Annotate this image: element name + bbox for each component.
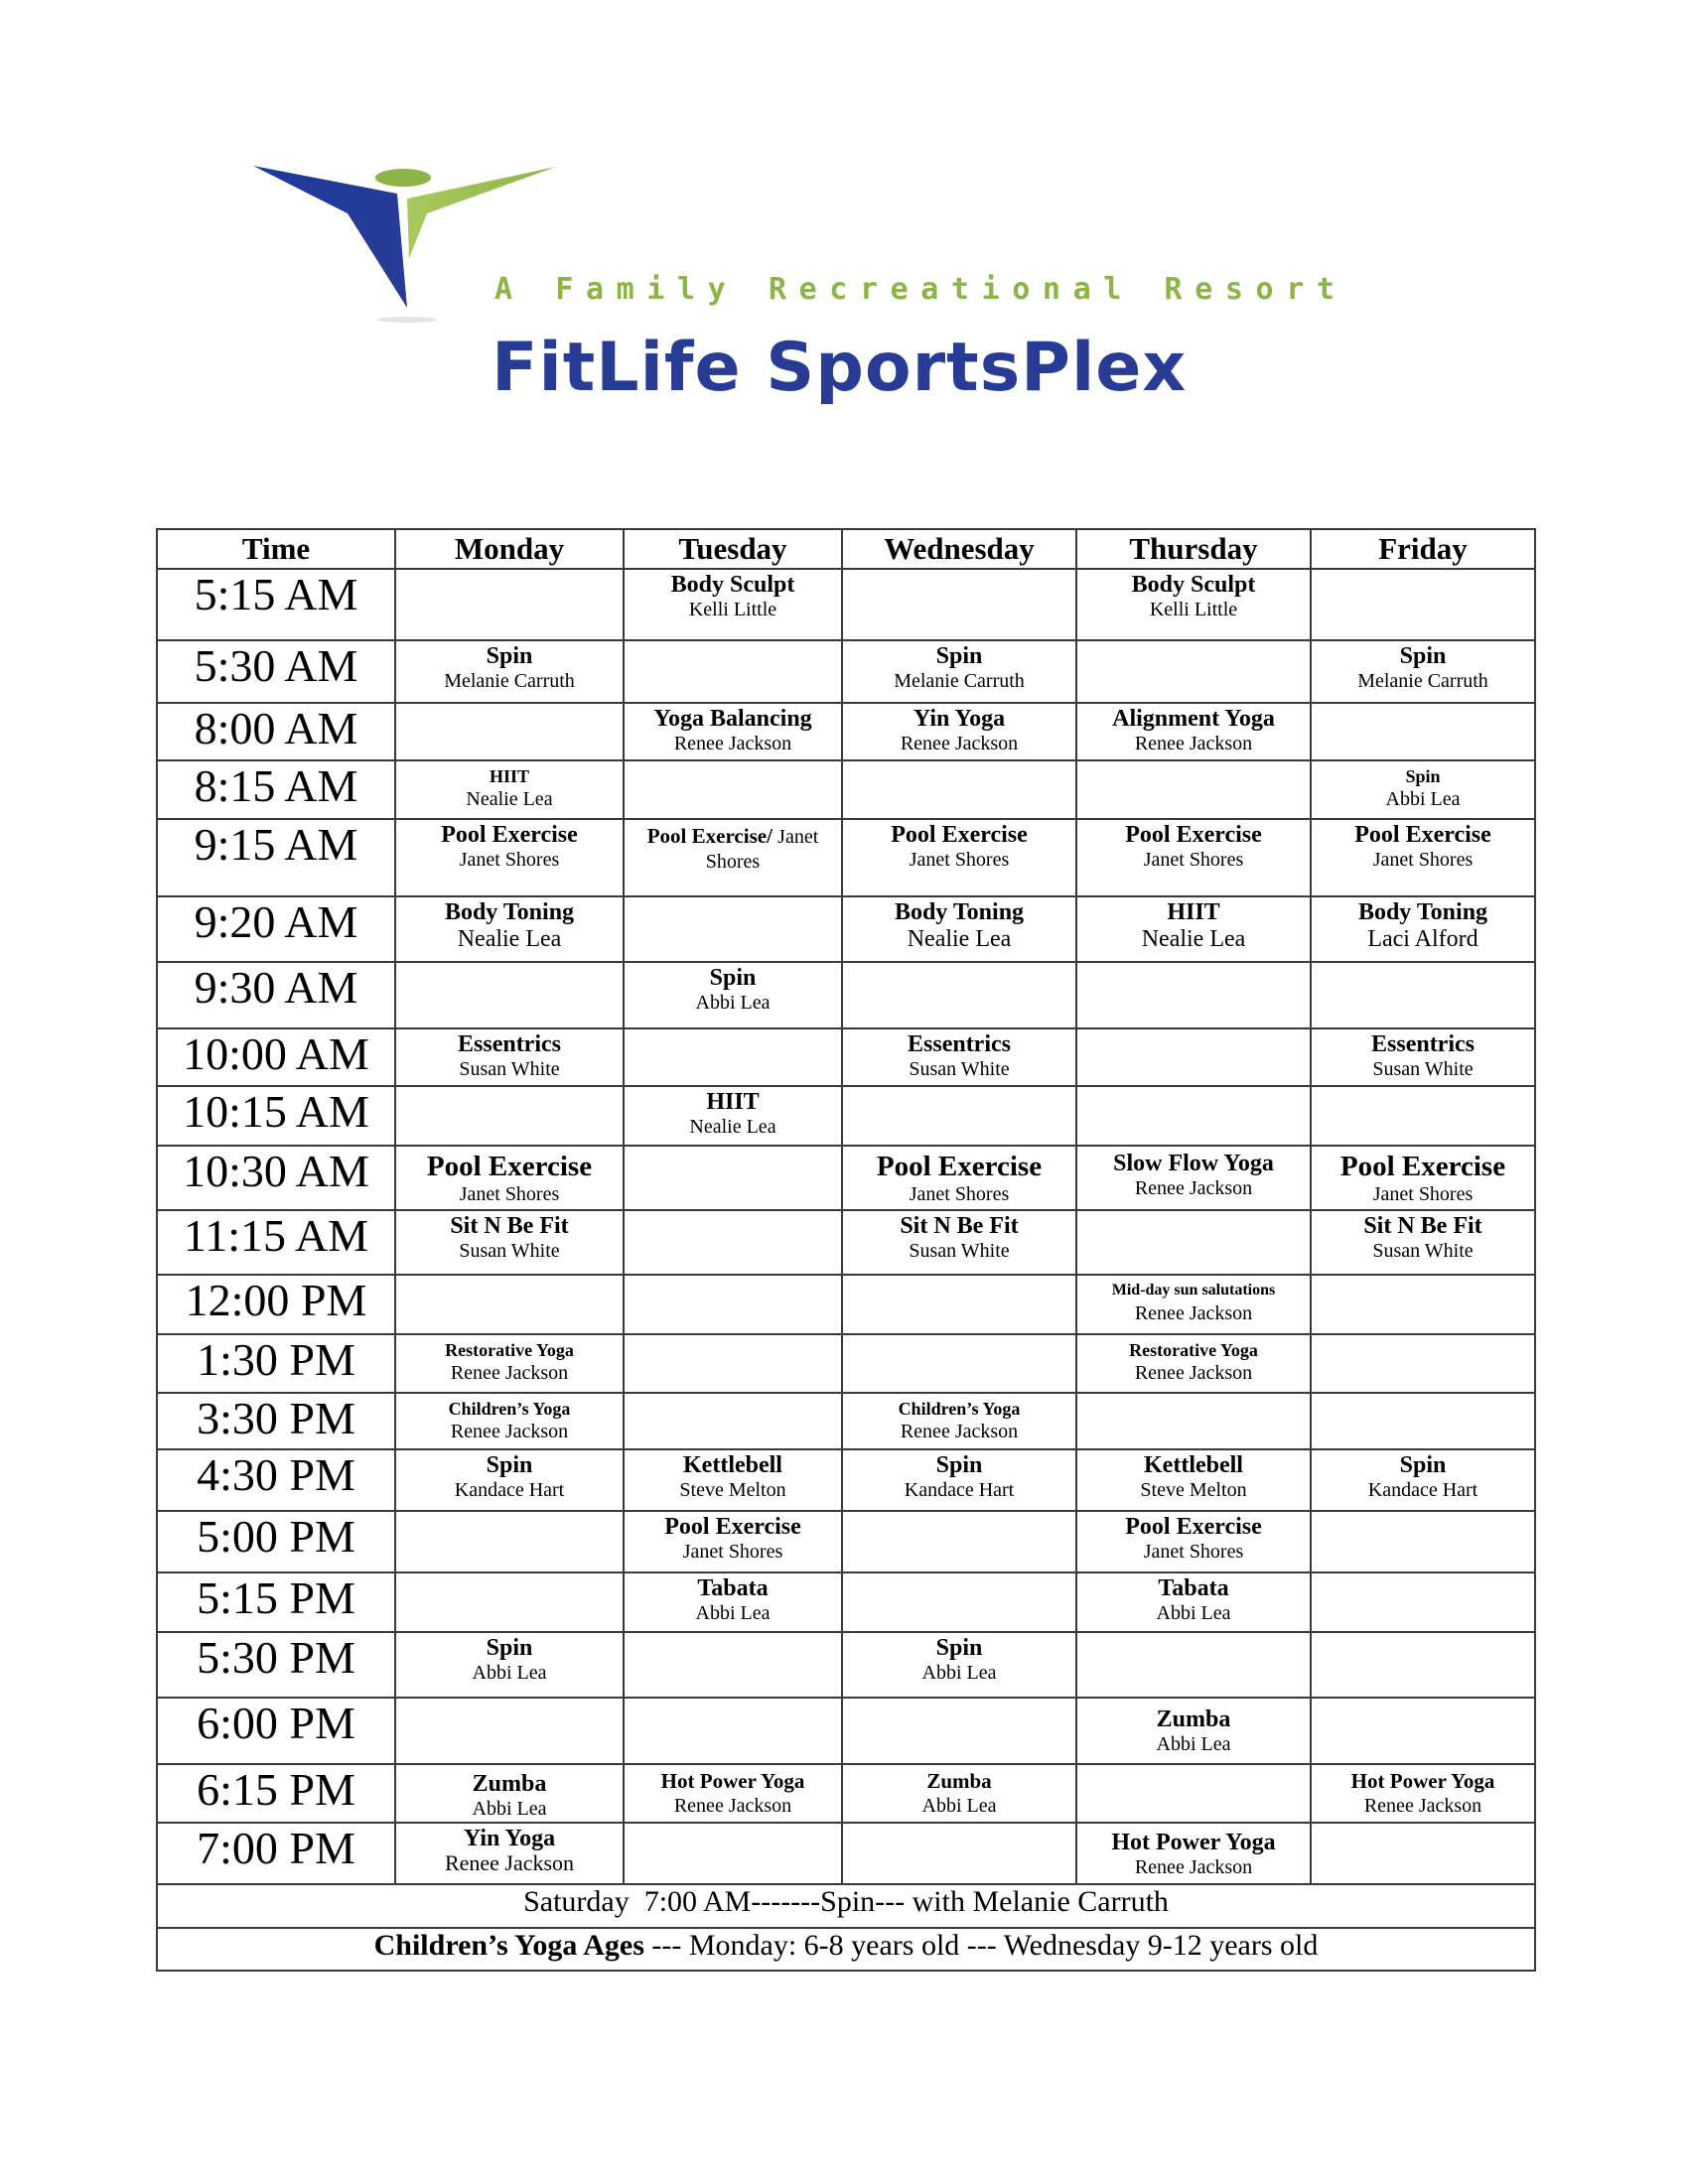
instructor-name: Susan White: [1372, 1058, 1474, 1080]
class-cell: [395, 1632, 624, 1698]
class-name: Body Sculpt: [1131, 572, 1256, 598]
class-cell-empty: [624, 1632, 842, 1698]
instructor-name: Susan White: [1372, 1240, 1474, 1262]
class-cell-empty: [395, 703, 624, 760]
class-cell-empty: [842, 1823, 1076, 1884]
class-cell: [842, 819, 1076, 896]
instructor-name: Janet Shores: [909, 849, 1010, 871]
class-cell-empty: [842, 1511, 1076, 1572]
instructor-name: Nealie Lea: [907, 926, 1012, 952]
class-name: Spin: [709, 965, 757, 991]
table-row: [157, 1823, 1535, 1884]
class-cell: [1076, 896, 1311, 962]
class-name: Spin: [935, 1452, 983, 1478]
instructor-name: Janet Shores: [1143, 849, 1244, 871]
class-cell-empty: [1076, 1632, 1311, 1698]
class-cell-empty: [1311, 1511, 1535, 1572]
time-cell: 5:15 PM: [157, 1572, 395, 1632]
class-name: Restorative Yoga: [1129, 1340, 1258, 1360]
class-cell: [395, 640, 624, 703]
class-cell: [395, 1393, 624, 1449]
class-cell: [1076, 1698, 1311, 1764]
time-cell: 10:30 AM: [157, 1146, 395, 1210]
table-row: [157, 962, 1535, 1028]
class-name: HIIT: [489, 766, 530, 786]
childrens-yoga-ages-text: --- Monday: 6-8 years old --- Wednesday 9-12 years old: [643, 1929, 1319, 1962]
class-name: Sit N Be Fit: [1363, 1213, 1482, 1239]
class-name: Pool Exercise: [664, 1514, 801, 1540]
class-name: Pool Exercise: [1354, 822, 1491, 848]
childrens-yoga-ages: [157, 1928, 1535, 1971]
instructor-name: Renee Jackson: [1134, 1856, 1253, 1878]
instructor-name: Abbi Lea: [921, 1662, 997, 1684]
class-cell-empty: [624, 1334, 842, 1393]
class-name: Mid-day sun salutations: [1111, 1282, 1276, 1298]
class-name: Body Sculpt: [670, 572, 795, 598]
time-cell: 6:15 PM: [157, 1764, 395, 1823]
instructor-name: Janet Shores: [1372, 849, 1474, 871]
childrens-yoga-ages-row: [157, 1928, 1535, 1971]
header-friday: Friday: [1311, 529, 1535, 569]
class-cell-empty: [624, 1146, 842, 1210]
class-name: Kettlebell: [1144, 1452, 1243, 1478]
class-name: Body Toning: [1357, 899, 1488, 925]
table-row: [157, 1028, 1535, 1086]
instructor-name: Abbi Lea: [695, 1602, 771, 1624]
time-cell: 7:00 PM: [157, 1823, 395, 1884]
instructor-name: Renee Jackson: [450, 1362, 569, 1384]
class-cell-empty: [395, 569, 624, 640]
class-cell-empty: [1311, 703, 1535, 760]
class-cell-empty: [1311, 1086, 1535, 1146]
class-cell: [395, 1823, 624, 1884]
class-name: Pool Exercise: [1339, 1151, 1506, 1182]
time-cell: 9:20 AM: [157, 896, 395, 962]
class-cell: [395, 1764, 624, 1823]
class-cell-empty: [1076, 1028, 1311, 1086]
time-cell: 11:15 AM: [157, 1210, 395, 1275]
header-row: [157, 529, 1535, 569]
instructor-name: Renee Jackson: [673, 733, 792, 754]
table-row: [157, 1210, 1535, 1275]
instructor-name: Abbi Lea: [1385, 788, 1461, 810]
instructor-name: Renee Jackson: [900, 733, 1019, 754]
class-name: Zumba: [1156, 1706, 1231, 1732]
instructor-name: Abbi Lea: [921, 1795, 997, 1817]
class-cell-empty: [395, 1572, 624, 1632]
class-cell: [842, 640, 1076, 703]
class-name: Pool Exercise: [891, 822, 1028, 848]
class-name: Slow Flow Yoga: [1113, 1151, 1274, 1176]
time-cell: 5:30 PM: [157, 1632, 395, 1698]
table-row: [157, 703, 1535, 760]
instructor-name: Nealie Lea: [689, 1116, 776, 1138]
time-cell: 10:00 AM: [157, 1028, 395, 1086]
instructor-name: Janet Shores: [459, 1183, 560, 1205]
table-row: [157, 760, 1535, 819]
instructor-name: Renee Jackson: [1134, 1177, 1253, 1199]
class-name: Sit N Be Fit: [450, 1213, 569, 1239]
class-name: Pool Exercise/ Janet Shores: [646, 824, 819, 873]
class-cell: [842, 1146, 1076, 1210]
class-cell: [624, 1449, 842, 1511]
class-name: Kettlebell: [683, 1452, 782, 1478]
class-cell: [624, 569, 842, 640]
time-cell: 6:00 PM: [157, 1698, 395, 1764]
instructor-name: Melanie Carruth: [444, 670, 575, 692]
class-cell: [1311, 1764, 1535, 1823]
class-cell: [1076, 703, 1311, 760]
class-cell: [842, 1028, 1076, 1086]
class-cell: [1076, 819, 1311, 896]
class-cell: [1076, 1823, 1311, 1884]
class-cell: [842, 1764, 1076, 1823]
class-name: Hot Power Yoga: [1350, 1769, 1495, 1793]
class-name: Children’s Yoga: [448, 1399, 571, 1419]
class-cell: [395, 819, 624, 896]
brand-logo: [248, 159, 1420, 407]
class-name: Spin: [1399, 1452, 1447, 1478]
class-cell: [842, 703, 1076, 760]
instructor-name: Abbi Lea: [472, 1662, 547, 1684]
instructor-name: Abbi Lea: [472, 1798, 547, 1820]
class-name: Pool Exercise: [441, 822, 578, 848]
class-cell-empty: [1076, 1210, 1311, 1275]
class-name: Yin Yoga: [913, 706, 1006, 732]
class-cell-empty: [842, 1275, 1076, 1334]
class-schedule-table: [156, 528, 1536, 1972]
class-cell: [1076, 1449, 1311, 1511]
class-cell: [395, 760, 624, 819]
table-row: [157, 1572, 1535, 1632]
class-name: Spin: [935, 643, 983, 669]
instructor-name: Renee Jackson: [673, 1795, 792, 1817]
class-cell-empty: [1311, 1275, 1535, 1334]
class-cell-empty: [1076, 1764, 1311, 1823]
class-cell-empty: [842, 569, 1076, 640]
instructor-name: Janet Shores: [909, 1183, 1010, 1205]
instructor-name: Janet Shores: [1372, 1183, 1474, 1205]
class-name: Spin: [1405, 766, 1441, 786]
time-cell: 8:00 AM: [157, 703, 395, 760]
class-cell-empty: [395, 1275, 624, 1334]
class-cell-empty: [1311, 569, 1535, 640]
table-row: [157, 1334, 1535, 1393]
class-name: Pool Exercise: [1125, 1514, 1262, 1540]
class-cell-empty: [624, 1275, 842, 1334]
time-cell: 3:30 PM: [157, 1393, 395, 1449]
class-cell-empty: [1311, 962, 1535, 1028]
time-cell: 5:15 AM: [157, 569, 395, 640]
class-cell-empty: [1076, 640, 1311, 703]
class-cell-empty: [624, 640, 842, 703]
class-cell: [842, 1210, 1076, 1275]
class-cell: [624, 962, 842, 1028]
class-cell-empty: [1076, 760, 1311, 819]
class-cell-empty: [395, 1511, 624, 1572]
time-cell: 5:30 AM: [157, 640, 395, 703]
instructor-name: Kandace Hart: [904, 1479, 1015, 1501]
instructor-name: Renee Jackson: [1134, 733, 1253, 754]
instructor-name: Nealie Lea: [466, 788, 553, 810]
instructor-name: Steve Melton: [679, 1479, 786, 1501]
class-cell: [842, 1632, 1076, 1698]
table-row: [157, 1449, 1535, 1511]
time-cell: 12:00 PM: [157, 1275, 395, 1334]
class-name: Yin Yoga: [463, 1826, 556, 1851]
instructor-name: Janet Shores: [459, 849, 560, 871]
instructor-name: Kelli Little: [688, 599, 777, 620]
class-cell-empty: [1311, 1632, 1535, 1698]
class-cell-empty: [624, 760, 842, 819]
class-cell: [1076, 1334, 1311, 1393]
instructor-name: Kelli Little: [1149, 599, 1238, 620]
instructor-name: Kandace Hart: [454, 1479, 565, 1501]
class-cell: [1076, 1146, 1311, 1210]
class-cell-empty: [1311, 1823, 1535, 1884]
class-cell: [624, 1511, 842, 1572]
class-cell-empty: [1311, 1698, 1535, 1764]
table-row: [157, 1146, 1535, 1210]
class-cell: [1311, 1028, 1535, 1086]
class-name: Sit N Be Fit: [900, 1213, 1019, 1239]
class-name: HIIT: [1167, 899, 1220, 925]
instructor-name: Renee Jackson: [450, 1421, 569, 1442]
instructor-name: Melanie Carruth: [1357, 670, 1488, 692]
instructor-name: Abbi Lea: [1156, 1602, 1231, 1624]
class-cell: [1076, 1572, 1311, 1632]
class-cell: [624, 819, 842, 896]
class-name: Hot Power Yoga: [660, 1769, 805, 1793]
time-cell: 1:30 PM: [157, 1334, 395, 1393]
instructor-name: Abbi Lea: [1156, 1733, 1231, 1755]
class-cell-empty: [624, 1393, 842, 1449]
class-cell-empty: [1311, 1393, 1535, 1449]
class-name: Body Toning: [894, 899, 1025, 925]
table-row: [157, 1764, 1535, 1823]
header-monday: Monday: [395, 529, 624, 569]
class-cell-empty: [842, 1572, 1076, 1632]
instructor-name: Susan White: [909, 1240, 1010, 1262]
class-cell-empty: [842, 1086, 1076, 1146]
class-name: Pool Exercise: [426, 1151, 593, 1182]
table-row: [157, 819, 1535, 896]
time-cell: 10:15 AM: [157, 1086, 395, 1146]
instructor-name: Kandace Hart: [1367, 1479, 1478, 1501]
class-name: Spin: [486, 1635, 533, 1661]
table-row: [157, 569, 1535, 640]
brand-tagline: A Family Recreational Resort: [494, 272, 1347, 307]
class-name: Body Toning: [444, 899, 575, 925]
time-cell: 5:00 PM: [157, 1511, 395, 1572]
instructor-name: Susan White: [459, 1240, 560, 1262]
instructor-name: Janet Shores: [1143, 1541, 1244, 1563]
class-cell: [842, 896, 1076, 962]
instructor-name: Laci Alford: [1367, 926, 1478, 952]
class-cell-empty: [624, 1210, 842, 1275]
class-name: Zumba: [472, 1771, 547, 1797]
class-cell-empty: [395, 1698, 624, 1764]
table-row: [157, 1632, 1535, 1698]
table-row: [157, 896, 1535, 962]
class-cell-empty: [842, 1334, 1076, 1393]
time-cell: 9:15 AM: [157, 819, 395, 896]
instructor-name: Renee Jackson: [1134, 1302, 1253, 1324]
class-cell-empty: [624, 896, 842, 962]
class-name: HIIT: [706, 1089, 760, 1115]
table-row: [157, 1393, 1535, 1449]
instructor-name: Nealie Lea: [1141, 926, 1246, 952]
instructor-name: Melanie Carruth: [894, 670, 1025, 692]
class-name: Spin: [486, 1452, 533, 1478]
class-cell: [395, 1146, 624, 1210]
brand-title: FitLife SportsPlex: [492, 329, 1188, 407]
instructor-name: Steve Melton: [1140, 1479, 1247, 1501]
instructor-name: Renee Jackson: [1363, 1795, 1482, 1817]
instructor-name: Nealie Lea: [457, 926, 562, 952]
class-name: Tabata: [697, 1575, 769, 1601]
class-cell: [624, 1764, 842, 1823]
class-cell: [395, 1449, 624, 1511]
class-name: Pool Exercise: [876, 1151, 1043, 1182]
instructor-name: Abbi Lea: [695, 992, 771, 1014]
instructor-name: Susan White: [909, 1058, 1010, 1080]
instructor-name: Janet Shores: [682, 1541, 783, 1563]
class-cell: [1311, 640, 1535, 703]
class-cell-empty: [1076, 1393, 1311, 1449]
class-cell: [1311, 760, 1535, 819]
header-tuesday: Tuesday: [624, 529, 842, 569]
class-cell: [624, 703, 842, 760]
time-cell: 8:15 AM: [157, 760, 395, 819]
class-cell-empty: [624, 1698, 842, 1764]
class-cell: [842, 1393, 1076, 1449]
class-cell: [842, 1449, 1076, 1511]
instructor-name: Renee Jackson: [1134, 1362, 1253, 1384]
class-cell: [1311, 819, 1535, 896]
class-cell: [1311, 1146, 1535, 1210]
class-name: Hot Power Yoga: [1111, 1830, 1276, 1855]
class-cell: [1076, 1275, 1311, 1334]
class-name: Essentrics: [908, 1031, 1011, 1057]
class-cell-empty: [395, 1086, 624, 1146]
time-cell: 9:30 AM: [157, 962, 395, 1028]
class-name: Children’s Yoga: [898, 1399, 1021, 1419]
saturday-note: Saturday 7:00 AM-------Spin--- with Melanie Carruth: [157, 1884, 1535, 1928]
header-time: Time: [157, 529, 395, 569]
class-name: Tabata: [1158, 1575, 1229, 1601]
table-row: [157, 1275, 1535, 1334]
time-cell: 4:30 PM: [157, 1449, 395, 1511]
class-cell: [1076, 1511, 1311, 1572]
class-cell-empty: [842, 1698, 1076, 1764]
table-row: [157, 640, 1535, 703]
class-cell-empty: [395, 962, 624, 1028]
class-name: Restorative Yoga: [445, 1340, 574, 1360]
class-name: Spin: [935, 1635, 983, 1661]
table-row: [157, 1511, 1535, 1572]
class-cell: [395, 1028, 624, 1086]
class-cell-empty: [842, 962, 1076, 1028]
header-wednesday: Wednesday: [842, 529, 1076, 569]
class-cell: [395, 896, 624, 962]
instructor-name: Susan White: [459, 1058, 560, 1080]
class-cell-empty: [624, 1028, 842, 1086]
class-name: Spin: [486, 643, 533, 669]
class-cell: [1311, 1210, 1535, 1275]
class-cell-empty: [1076, 962, 1311, 1028]
class-cell: [624, 1086, 842, 1146]
instructor-name: Janet Shores: [705, 826, 819, 873]
class-name: Essentrics: [1371, 1031, 1475, 1057]
childrens-yoga-ages-label: Children’s Yoga Ages: [373, 1929, 644, 1962]
class-cell: [1076, 569, 1311, 640]
class-cell-empty: [1311, 1572, 1535, 1632]
table-row: [157, 1086, 1535, 1146]
header-thursday: Thursday: [1076, 529, 1311, 569]
class-cell: [395, 1210, 624, 1275]
class-name: Pool Exercise: [1125, 822, 1262, 848]
class-cell-empty: [1311, 1334, 1535, 1393]
instructor-name: Renee Jackson: [444, 1850, 575, 1875]
class-cell-empty: [624, 1823, 842, 1884]
saturday-note-row: [157, 1884, 1535, 1928]
class-cell: [1311, 1449, 1535, 1511]
class-cell: [1311, 896, 1535, 962]
class-cell-empty: [1076, 1086, 1311, 1146]
class-name: Essentrics: [458, 1031, 561, 1057]
class-cell: [395, 1334, 624, 1393]
class-name: Zumba: [926, 1769, 992, 1793]
class-name: Yoga Balancing: [653, 706, 812, 732]
table-row: [157, 1698, 1535, 1764]
class-cell-empty: [842, 760, 1076, 819]
instructor-name: Renee Jackson: [900, 1421, 1019, 1442]
class-cell: [624, 1572, 842, 1632]
class-name: Alignment Yoga: [1112, 706, 1275, 732]
class-name: Spin: [1399, 643, 1447, 669]
